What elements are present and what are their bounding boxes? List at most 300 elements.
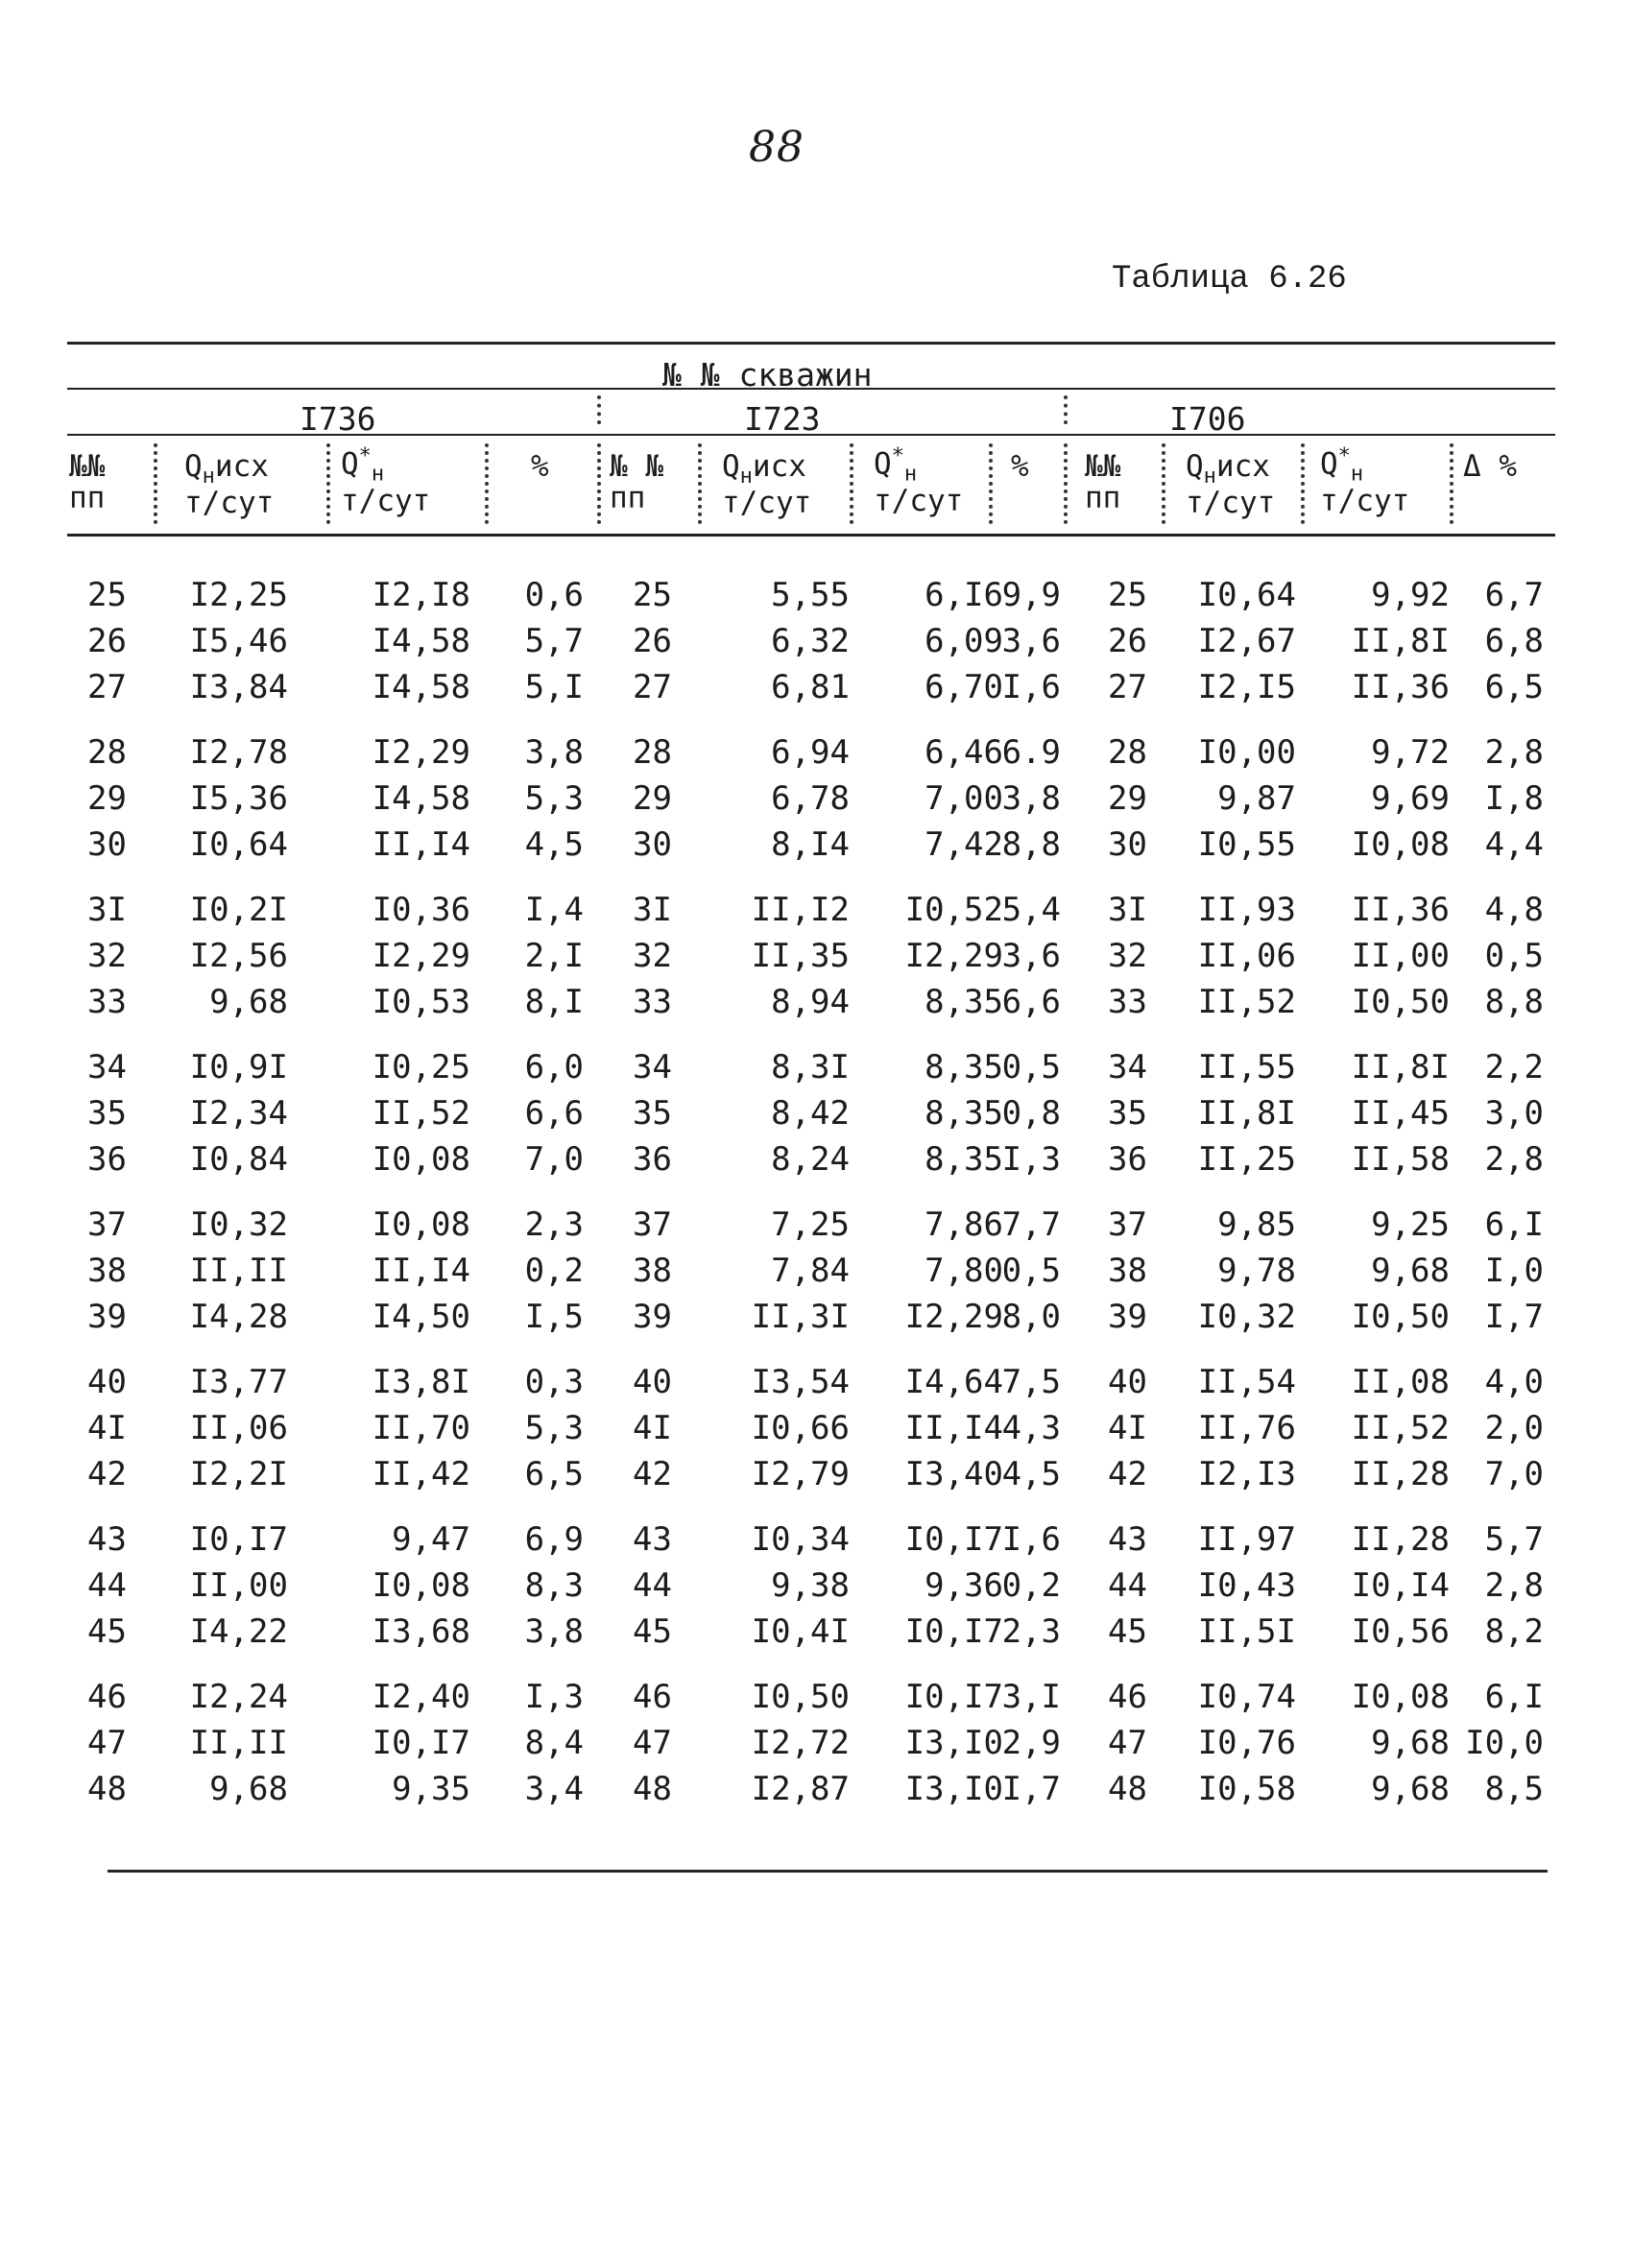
- delta-pct-1706: I,7: [1484, 1298, 1544, 1336]
- q-star-1706: II,08: [1351, 1363, 1450, 1401]
- table-row: [58, 979, 1555, 1025]
- q-star-1723: 8,35: [925, 1140, 1003, 1179]
- q-star-1706: II,28: [1351, 1455, 1450, 1493]
- row-group: [58, 1359, 1555, 1497]
- q-star-1736: 9,35: [392, 1770, 470, 1808]
- row-number-1723: 34: [633, 1048, 672, 1086]
- q-initial-1723: II,I2: [751, 891, 850, 929]
- pct-1723: 3,I: [1001, 1678, 1061, 1716]
- pct-1736: 0,6: [524, 576, 584, 614]
- row-number-1723: 35: [633, 1094, 672, 1133]
- table-row: [58, 572, 1555, 618]
- q-star-1736: I0,08: [372, 1206, 470, 1244]
- q-initial-1736: 9,68: [209, 1770, 288, 1808]
- pct-1736: 6,0: [524, 1048, 584, 1086]
- q-star-1736: I0,08: [372, 1566, 470, 1605]
- pct-1723: 2,3: [1001, 1612, 1061, 1651]
- pct-1736: I,3: [524, 1678, 584, 1716]
- row-number-1736: 37: [87, 1206, 127, 1244]
- q-star-1706: II,36: [1351, 891, 1450, 929]
- q-initial-1706: I0,58: [1197, 1770, 1296, 1808]
- table-row: [58, 1090, 1555, 1136]
- row-number-1706: 43: [1108, 1520, 1147, 1559]
- column-divider: [698, 443, 702, 524]
- table-row: [58, 822, 1555, 868]
- table-row: [58, 664, 1555, 710]
- header-top-rule: [67, 342, 1555, 345]
- delta-pct-1706: 2,8: [1484, 1566, 1544, 1605]
- row-number-1723: 43: [633, 1520, 672, 1559]
- q-initial-1736: I2,25: [189, 576, 288, 614]
- q-star-1736: I0,08: [372, 1140, 470, 1179]
- row-group: [58, 1674, 1555, 1812]
- delta-pct-1706: 6,I: [1484, 1206, 1544, 1244]
- q-initial-1723: 9,38: [771, 1566, 850, 1605]
- table-row: [58, 776, 1555, 822]
- well-1706-label: I706: [1169, 400, 1246, 438]
- pct-1723: 8,0: [1001, 1298, 1061, 1336]
- pct-1736: 8,I: [524, 983, 584, 1021]
- pct-1736: 6,9: [524, 1520, 584, 1559]
- q-star-1706: II,8I: [1351, 622, 1450, 660]
- pct-1736: 6,6: [524, 1094, 584, 1133]
- wells-header-title: № № скважин: [662, 356, 873, 394]
- q-initial-1736: II,II: [189, 1724, 288, 1762]
- q-star-1723: I2,29: [904, 1298, 1003, 1336]
- q-initial-1706: II,55: [1197, 1048, 1296, 1086]
- q-initial-1723: 6,81: [771, 668, 850, 706]
- q-star-1723: I3,I0: [904, 1724, 1003, 1762]
- row-number-1723: 30: [633, 825, 672, 864]
- row-group: [58, 1516, 1555, 1655]
- q-star-1706: 9,25: [1371, 1206, 1450, 1244]
- row-number-1736: 30: [87, 825, 127, 864]
- pct-1723: 3,6: [1001, 937, 1061, 975]
- q-star-1706: 9,68: [1371, 1252, 1450, 1290]
- col-header-q-initial: $Q_нисх$ т/сут: [184, 449, 275, 521]
- table-row: [58, 1674, 1555, 1720]
- q-initial-1736: I0,32: [189, 1206, 288, 1244]
- q-star-1736: II,42: [372, 1455, 470, 1493]
- q-initial-1736: I5,46: [189, 622, 288, 660]
- column-divider: [1450, 443, 1453, 524]
- q-star-1736: I0,I7: [372, 1724, 470, 1762]
- col-header-pct: %: [531, 449, 549, 484]
- table-caption: Таблица 6.26: [1112, 261, 1347, 298]
- q-initial-1706: I0,76: [1197, 1724, 1296, 1762]
- row-number-1723: 38: [633, 1252, 672, 1290]
- pct-1723: 6,6: [1001, 983, 1061, 1021]
- delta-pct-1706: 2,2: [1484, 1048, 1544, 1086]
- q-initial-1706: II,25: [1197, 1140, 1296, 1179]
- delta-pct-1706: 8,8: [1484, 983, 1544, 1021]
- q-initial-1706: II,93: [1197, 891, 1296, 929]
- row-number-1736: 45: [87, 1612, 127, 1651]
- pct-1736: 5,3: [524, 779, 584, 818]
- row-number-1736: 36: [87, 1140, 127, 1179]
- q-initial-1723: 7,25: [771, 1206, 850, 1244]
- q-initial-1723: 6,78: [771, 779, 850, 818]
- q-star-1736: I0,53: [372, 983, 470, 1021]
- q-star-1706: 9,92: [1371, 576, 1450, 614]
- q-star-1736: I2,I8: [372, 576, 470, 614]
- q-star-1736: II,I4: [372, 1252, 470, 1290]
- q-initial-1736: I0,2I: [189, 891, 288, 929]
- row-number-1706: 37: [1108, 1206, 1147, 1244]
- row-number-1706: 34: [1108, 1048, 1147, 1086]
- row-number-1723: 39: [633, 1298, 672, 1336]
- q-star-1723: I2,29: [904, 937, 1003, 975]
- pct-1736: 8,3: [524, 1566, 584, 1605]
- pct-1736: 0,3: [524, 1363, 584, 1401]
- row-number-1723: 32: [633, 937, 672, 975]
- q-star-1736: I2,29: [372, 937, 470, 975]
- q-initial-1706: II,52: [1197, 983, 1296, 1021]
- row-number-1706: 42: [1108, 1455, 1147, 1493]
- q-star-1706: II,00: [1351, 937, 1450, 975]
- q-initial-1706: I2,I3: [1197, 1455, 1296, 1493]
- header-bottom-rule: [67, 534, 1555, 537]
- row-number-1736: 43: [87, 1520, 127, 1559]
- row-number-1736: 38: [87, 1252, 127, 1290]
- row-number-1723: 48: [633, 1770, 672, 1808]
- row-number-1706: 39: [1108, 1298, 1147, 1336]
- q-star-1723: 8,35: [925, 983, 1003, 1021]
- q-star-1723: I3,I0: [904, 1770, 1003, 1808]
- pct-1736: 3,4: [524, 1770, 584, 1808]
- well-divider: [597, 395, 601, 424]
- row-number-1723: 4I: [633, 1409, 672, 1447]
- delta-pct-1706: I,0: [1484, 1252, 1544, 1290]
- q-star-1736: I3,68: [372, 1612, 470, 1651]
- pct-1723: 2,9: [1001, 1724, 1061, 1762]
- row-number-1723: 29: [633, 779, 672, 818]
- q-star-1736: I2,29: [372, 733, 470, 772]
- q-initial-1736: I2,56: [189, 937, 288, 975]
- table-row: [58, 1359, 1555, 1405]
- row-number-1706: 38: [1108, 1252, 1147, 1290]
- column-divider: [850, 443, 853, 524]
- delta-pct-1706: 2,8: [1484, 1140, 1544, 1179]
- pct-1723: 3,6: [1001, 622, 1061, 660]
- q-star-1736: 9,47: [392, 1520, 470, 1559]
- table-row: [58, 1044, 1555, 1090]
- column-divider: [485, 443, 489, 524]
- delta-pct-1706: I,8: [1484, 779, 1544, 818]
- q-star-1723: I0,52: [904, 891, 1003, 929]
- row-number-1706: 27: [1108, 668, 1147, 706]
- row-number-1736: 47: [87, 1724, 127, 1762]
- q-initial-1736: I5,36: [189, 779, 288, 818]
- data-table: [58, 572, 1555, 1831]
- column-divider: [1162, 443, 1165, 524]
- q-star-1736: I3,8I: [372, 1363, 470, 1401]
- row-number-1736: 42: [87, 1455, 127, 1493]
- pct-1736: 2,I: [524, 937, 584, 975]
- q-initial-1723: 6,32: [771, 622, 850, 660]
- q-initial-1736: I2,24: [189, 1678, 288, 1716]
- well-1723-label: I723: [744, 400, 821, 438]
- q-initial-1706: I0,74: [1197, 1678, 1296, 1716]
- q-star-1723: I3,40: [904, 1455, 1003, 1493]
- col-header-q-initial: $Q_нисх$ т/сут: [722, 449, 812, 521]
- delta-pct-1706: 2,8: [1484, 733, 1544, 772]
- row-number-1736: 40: [87, 1363, 127, 1401]
- row-number-1736: 39: [87, 1298, 127, 1336]
- delta-pct-1706: 8,2: [1484, 1612, 1544, 1651]
- row-group: [58, 1202, 1555, 1340]
- q-star-1706: I0,08: [1351, 825, 1450, 864]
- col-header-num: № № пп: [610, 449, 663, 515]
- q-initial-1736: I4,28: [189, 1298, 288, 1336]
- row-number-1736: 27: [87, 668, 127, 706]
- table-row: [58, 618, 1555, 664]
- table-row: [58, 1766, 1555, 1812]
- delta-pct-1706: 8,5: [1484, 1770, 1544, 1808]
- row-number-1706: 32: [1108, 937, 1147, 975]
- q-initial-1736: 9,68: [209, 983, 288, 1021]
- pct-1736: 5,3: [524, 1409, 584, 1447]
- pct-1736: 5,I: [524, 668, 584, 706]
- q-star-1706: 9,68: [1371, 1724, 1450, 1762]
- row-number-1723: 26: [633, 622, 672, 660]
- row-number-1723: 25: [633, 576, 672, 614]
- q-star-1706: 9,69: [1371, 779, 1450, 818]
- q-initial-1706: II,8I: [1197, 1094, 1296, 1133]
- row-number-1736: 46: [87, 1678, 127, 1716]
- pct-1723: 0,2: [1001, 1566, 1061, 1605]
- row-number-1706: 25: [1108, 576, 1147, 614]
- row-number-1706: 48: [1108, 1770, 1147, 1808]
- col-header-q-star: $Q^*_н$ т/сут: [1320, 444, 1410, 518]
- table-row: [58, 1136, 1555, 1182]
- row-number-1736: 26: [87, 622, 127, 660]
- col-header-q-initial: $Q_нисх$ т/сут: [1186, 449, 1276, 521]
- row-number-1706: 4I: [1108, 1409, 1147, 1447]
- delta-pct-1706: I0,0: [1465, 1724, 1544, 1762]
- q-initial-1736: I0,84: [189, 1140, 288, 1179]
- row-group: [58, 1044, 1555, 1182]
- delta-pct-1706: 4,0: [1484, 1363, 1544, 1401]
- row-number-1723: 44: [633, 1566, 672, 1605]
- row-group: [58, 887, 1555, 1025]
- q-star-1736: I4,58: [372, 668, 470, 706]
- q-star-1723: 7,42: [925, 825, 1003, 864]
- q-star-1736: I4,58: [372, 779, 470, 818]
- q-star-1736: I4,50: [372, 1298, 470, 1336]
- q-star-1736: I4,58: [372, 622, 470, 660]
- row-number-1723: 47: [633, 1724, 672, 1762]
- q-star-1723: I4,64: [904, 1363, 1003, 1401]
- row-number-1723: 28: [633, 733, 672, 772]
- pct-1736: 5,7: [524, 622, 584, 660]
- row-number-1723: 46: [633, 1678, 672, 1716]
- q-star-1723: 6,70: [925, 668, 1003, 706]
- pct-1723: 7,5: [1001, 1363, 1061, 1401]
- column-divider: [1064, 443, 1068, 524]
- q-initial-1723: I3,54: [751, 1363, 850, 1401]
- column-divider: [597, 443, 601, 524]
- q-initial-1706: II,54: [1197, 1363, 1296, 1401]
- delta-pct-1706: 4,4: [1484, 825, 1544, 864]
- q-star-1706: I0,50: [1351, 983, 1450, 1021]
- pct-1723: 8,8: [1001, 825, 1061, 864]
- row-number-1736: 25: [87, 576, 127, 614]
- q-initial-1736: I3,77: [189, 1363, 288, 1401]
- q-star-1736: II,70: [372, 1409, 470, 1447]
- row-group: [58, 572, 1555, 710]
- delta-pct-1706: 2,0: [1484, 1409, 1544, 1447]
- q-initial-1736: II,II: [189, 1252, 288, 1290]
- q-initial-1706: 9,87: [1217, 779, 1296, 818]
- q-star-1736: II,I4: [372, 825, 470, 864]
- q-star-1723: I0,I7: [904, 1612, 1003, 1651]
- col-header-delta-pct: Δ %: [1463, 449, 1517, 484]
- row-group: [58, 729, 1555, 868]
- q-star-1706: II,36: [1351, 668, 1450, 706]
- pct-1736: 4,5: [524, 825, 584, 864]
- q-initial-1723: I0,50: [751, 1678, 850, 1716]
- table-row: [58, 1516, 1555, 1563]
- pct-1736: 6,5: [524, 1455, 584, 1493]
- q-initial-1736: I0,9I: [189, 1048, 288, 1086]
- row-number-1706: 47: [1108, 1724, 1147, 1762]
- q-initial-1723: I2,72: [751, 1724, 850, 1762]
- row-number-1706: 46: [1108, 1678, 1147, 1716]
- q-star-1706: I0,08: [1351, 1678, 1450, 1716]
- q-star-1706: II,8I: [1351, 1048, 1450, 1086]
- row-number-1706: 40: [1108, 1363, 1147, 1401]
- q-initial-1706: I0,32: [1197, 1298, 1296, 1336]
- pct-1723: 3,8: [1001, 779, 1061, 818]
- q-initial-1723: I2,79: [751, 1455, 850, 1493]
- q-star-1706: I0,56: [1351, 1612, 1450, 1651]
- q-initial-1723: 8,3I: [771, 1048, 850, 1086]
- q-star-1706: II,45: [1351, 1094, 1450, 1133]
- col-header-num: №№ пп: [1085, 449, 1121, 515]
- q-star-1736: I0,36: [372, 891, 470, 929]
- table-row: [58, 1563, 1555, 1609]
- col-header-pct: %: [1011, 449, 1029, 484]
- row-number-1736: 33: [87, 983, 127, 1021]
- row-number-1736: 32: [87, 937, 127, 975]
- row-number-1736: 34: [87, 1048, 127, 1086]
- pct-1723: 6.9: [1001, 733, 1061, 772]
- row-number-1723: 37: [633, 1206, 672, 1244]
- well-divider: [1064, 395, 1068, 424]
- q-initial-1706: 9,78: [1217, 1252, 1296, 1290]
- row-number-1736: 44: [87, 1566, 127, 1605]
- delta-pct-1706: 3,0: [1484, 1094, 1544, 1133]
- q-initial-1706: I0,00: [1197, 733, 1296, 772]
- q-initial-1706: I0,55: [1197, 825, 1296, 864]
- column-divider: [1301, 443, 1305, 524]
- q-star-1706: I0,50: [1351, 1298, 1450, 1336]
- pct-1736: 3,8: [524, 733, 584, 772]
- q-initial-1706: I0,64: [1197, 576, 1296, 614]
- q-star-1723: 9,36: [925, 1566, 1003, 1605]
- pct-1736: 7,0: [524, 1140, 584, 1179]
- delta-pct-1706: 7,0: [1484, 1455, 1544, 1493]
- pct-1723: 4,3: [1001, 1409, 1061, 1447]
- row-number-1706: 44: [1108, 1566, 1147, 1605]
- row-number-1706: 28: [1108, 733, 1147, 772]
- row-number-1706: 29: [1108, 779, 1147, 818]
- pct-1723: I,6: [1001, 1520, 1061, 1559]
- delta-pct-1706: 5,7: [1484, 1520, 1544, 1559]
- row-number-1723: 3I: [633, 891, 672, 929]
- pct-1723: I,3: [1001, 1140, 1061, 1179]
- q-star-1723: 7,00: [925, 779, 1003, 818]
- row-number-1706: 36: [1108, 1140, 1147, 1179]
- q-initial-1723: II,35: [751, 937, 850, 975]
- q-star-1736: II,52: [372, 1094, 470, 1133]
- row-number-1723: 36: [633, 1140, 672, 1179]
- q-initial-1723: 5,55: [771, 576, 850, 614]
- q-star-1723: I0,I7: [904, 1678, 1003, 1716]
- table-end-rule: [108, 1870, 1548, 1873]
- pct-1723: 0,5: [1001, 1048, 1061, 1086]
- q-star-1706: 9,72: [1371, 733, 1450, 772]
- q-initial-1723: 6,94: [771, 733, 850, 772]
- delta-pct-1706: 0,5: [1484, 937, 1544, 975]
- row-number-1736: 35: [87, 1094, 127, 1133]
- row-number-1736: 28: [87, 733, 127, 772]
- row-number-1736: 4I: [87, 1409, 127, 1447]
- q-star-1706: II,28: [1351, 1520, 1450, 1559]
- row-number-1723: 40: [633, 1363, 672, 1401]
- table-row: [58, 933, 1555, 979]
- row-number-1706: 33: [1108, 983, 1147, 1021]
- row-number-1723: 27: [633, 668, 672, 706]
- pct-1723: 0,5: [1001, 1252, 1061, 1290]
- q-initial-1723: I0,34: [751, 1520, 850, 1559]
- delta-pct-1706: 6,I: [1484, 1678, 1544, 1716]
- q-star-1723: 8,35: [925, 1048, 1003, 1086]
- q-star-1706: I0,I4: [1351, 1566, 1450, 1605]
- q-initial-1706: II,5I: [1197, 1612, 1296, 1651]
- q-star-1723: 7,86: [925, 1206, 1003, 1244]
- q-initial-1723: 8,I4: [771, 825, 850, 864]
- q-star-1723: 8,35: [925, 1094, 1003, 1133]
- q-initial-1706: II,06: [1197, 937, 1296, 975]
- pct-1723: 0,8: [1001, 1094, 1061, 1133]
- table-row: [58, 1294, 1555, 1340]
- column-divider: [326, 443, 330, 524]
- row-number-1723: 45: [633, 1612, 672, 1651]
- q-initial-1706: II,76: [1197, 1409, 1296, 1447]
- table-row: [58, 1720, 1555, 1766]
- q-star-1706: 9,68: [1371, 1770, 1450, 1808]
- delta-pct-1706: 6,8: [1484, 622, 1544, 660]
- q-initial-1723: 8,24: [771, 1140, 850, 1179]
- row-number-1706: 45: [1108, 1612, 1147, 1651]
- q-initial-1736: II,00: [189, 1566, 288, 1605]
- pct-1723: 5,4: [1001, 891, 1061, 929]
- delta-pct-1706: 4,8: [1484, 891, 1544, 929]
- pct-1736: 8,4: [524, 1724, 584, 1762]
- table-row: [58, 1405, 1555, 1451]
- q-initial-1736: I3,84: [189, 668, 288, 706]
- col-header-q-star: $Q^*_н$ т/сут: [874, 444, 964, 518]
- pct-1723: 7,7: [1001, 1206, 1061, 1244]
- q-initial-1723: 7,84: [771, 1252, 850, 1290]
- q-initial-1736: II,06: [189, 1409, 288, 1447]
- page-number: 88: [749, 123, 804, 172]
- row-number-1736: 48: [87, 1770, 127, 1808]
- q-initial-1723: I0,4I: [751, 1612, 850, 1651]
- q-star-1706: II,52: [1351, 1409, 1450, 1447]
